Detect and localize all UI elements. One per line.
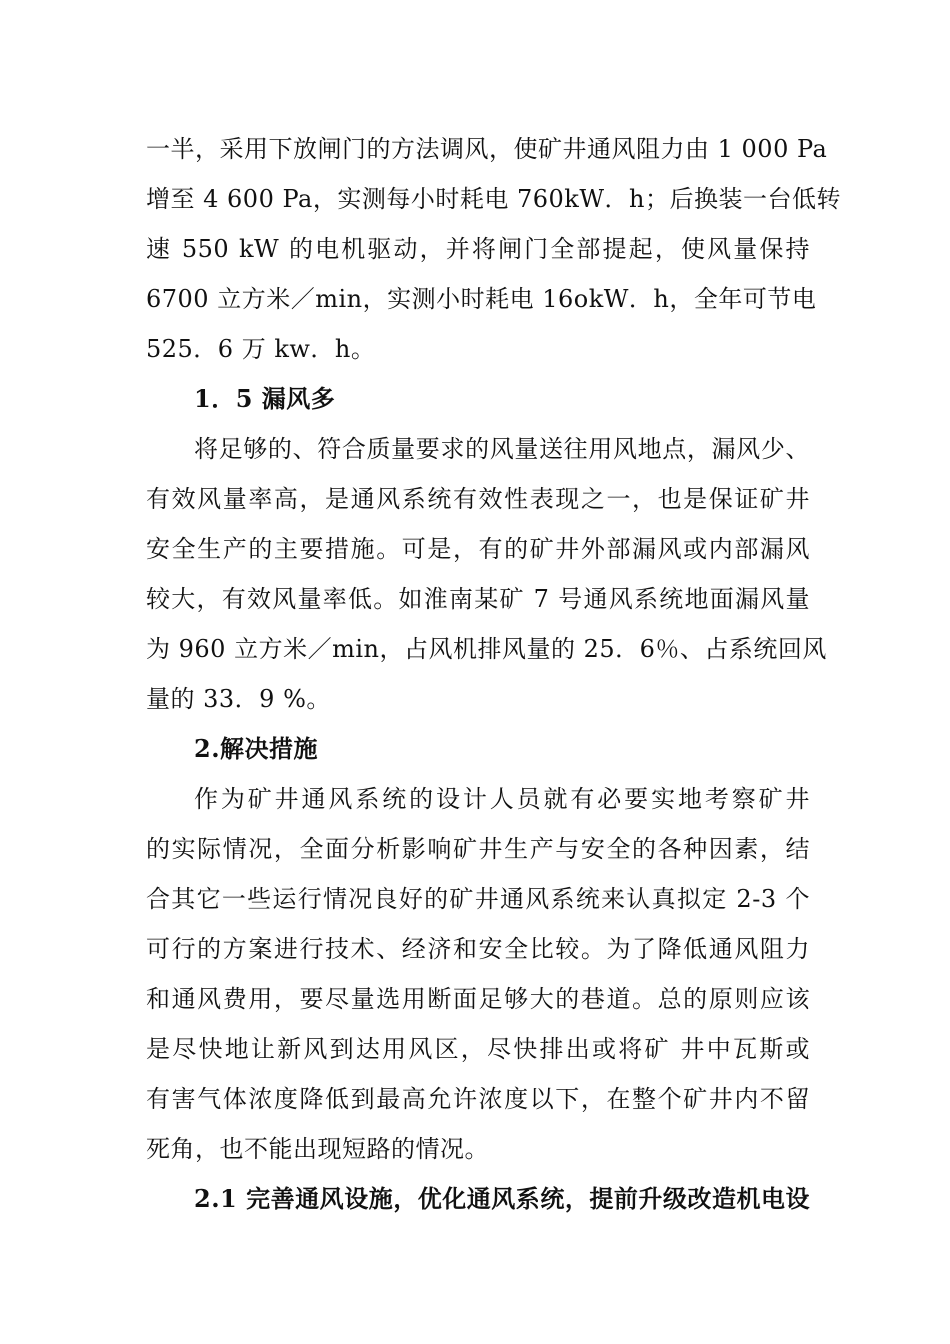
text-line: 速 550 kW 的电机驱动，并将闸门全部提起，使风量保持 — [146, 235, 810, 263]
section-heading-1-5: 1．5 漏风多 — [194, 384, 336, 413]
text-line: 死角，也不能出现短路的情况。 — [146, 1135, 489, 1163]
text-line: 有害气体浓度降低到最高允许浓度以下，在整个矿井内不留 — [146, 1085, 810, 1113]
text-line: 增至 4 600 Pa，实测每小时耗电 760kW．h；后换装一台低转 — [146, 185, 841, 213]
text-line: 安全生产的主要措施。可是，有的矿井外部漏风或内部漏风 — [146, 535, 810, 563]
text-line: 一半，采用下放闸门的方法调风，使矿井通风阻力由 1 000 Pa — [146, 135, 828, 163]
text-line: 将足够的、符合质量要求的风量送往用风地点，漏风少、 — [194, 435, 810, 463]
text-line: 为 960 立方米／min，占风机排风量的 25．6％、占系统回风 — [146, 635, 827, 663]
text-line: 有效风量率高，是通风系统有效性表现之一，也是保证矿井 — [146, 485, 810, 513]
text-line: 的实际情况，全面分析影响矿井生产与安全的各种因素，结 — [146, 835, 810, 863]
text-line: 合其它一些运行情况良好的矿井通风系统来认真拟定 2-3 个 — [146, 885, 810, 913]
text-line: 较大，有效风量率低。如淮南某矿 7 号通风系统地面漏风量 — [146, 585, 810, 613]
text-line: 可行的方案进行技术、经济和安全比较。为了降低通风阻力 — [146, 935, 810, 963]
section-heading-2-1: 2.1 完善通风设施，优化通风系统，提前升级改造机电设 — [194, 1184, 810, 1213]
text-line: 6700 立方米／min，实测小时耗电 16okW．h，全年可节电 — [146, 285, 817, 313]
text-line: 作为矿井通风系统的设计人员就有必要实地考察矿井 — [194, 785, 810, 813]
text-line: 525．6 万 kw．h。 — [146, 335, 376, 363]
text-line: 量的 33．9 %。 — [146, 685, 331, 713]
text-line: 和通风费用，要尽量选用断面足够大的巷道。总的原则应该 — [146, 985, 810, 1013]
section-heading-2: 2.解决措施 — [194, 734, 319, 763]
text-line: 是尽快地让新风到达用风区，尽快排出或将矿 井中瓦斯或 — [146, 1035, 810, 1063]
